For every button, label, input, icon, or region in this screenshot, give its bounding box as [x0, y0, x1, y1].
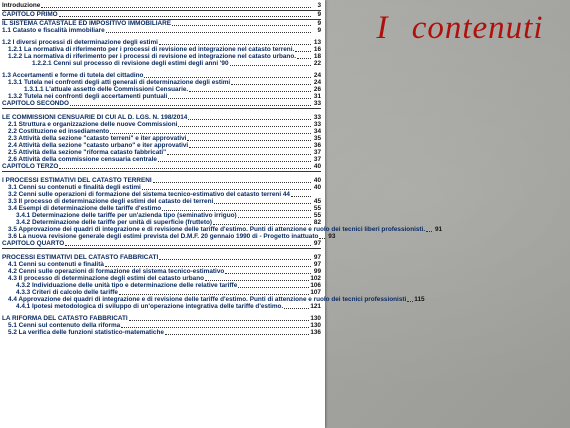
toc-entry-label: LA RIFORMA DEL CATASTO FABBRICATI — [2, 315, 128, 322]
toc-entry-page-number: 136 — [310, 329, 321, 336]
toc-entry[interactable] — [2, 20, 321, 27]
toc-entry-label: 2.5 Attività della sezione "riforma catasto fabbricati" — [8, 149, 167, 156]
toc-entry[interactable] — [2, 275, 321, 282]
toc-entry-label: CAPITOLO PRIMO — [2, 11, 58, 18]
toc-entry-label: 1.3.1.1 L'attuale assetto delle Commissioni Censuarie. — [24, 86, 189, 93]
toc-entry-label: CAPITOLO TERZO — [2, 163, 59, 170]
toc-entry-page-number: 45 — [313, 198, 321, 205]
toc-leader-dots — [105, 266, 311, 267]
toc-entry[interactable] — [2, 114, 321, 121]
toc-entry-label: I PROCESSI ESTIMATIVI DEL CATASTO TERRENI — [2, 177, 152, 184]
toc-entry[interactable] — [2, 72, 321, 79]
toc-leader-dots — [187, 140, 311, 141]
toc-entry-page-number: 33 — [313, 114, 321, 121]
toc-entry[interactable] — [2, 205, 321, 212]
toc-entry[interactable] — [2, 2, 321, 9]
toc-entry-label: 1.3 Accertamenti e forme di tutela del cittadino — [2, 72, 144, 79]
toc-entry-page-number: 55 — [313, 212, 321, 219]
toc-leader-dots — [142, 189, 311, 190]
toc-entry-label: 2.4 Attività della sezione "catasto urbano" e iter approvativi — [8, 142, 189, 149]
toc-entry[interactable] — [2, 60, 321, 67]
toc-entry-label: 3.5 Approvazione dei quadri di integrazione e di revisione delle tariffe d'estimo. Punti di attenzione e ruolo dei tecnici liberi professionisti. — [8, 226, 426, 233]
toc-entry-label: 4.1 Cenni su contenuti e finalità — [8, 261, 104, 268]
toc-entry-label: 3.6 La nuova revisione generale degli estimi prevista del D.M.F. 20 gennaio 1990 di - Progetto inattuato — [8, 233, 319, 240]
toc-entry-page-number: 24 — [313, 79, 321, 86]
toc-entry-label: 5.2 La verifica delle funzioni statistico-matematiche — [8, 329, 164, 336]
toc-entry-label: 4.2 Cenni sulle operazioni di formazione del sistema tecnico-estimativo — [8, 268, 225, 275]
toc-leader-dots — [230, 65, 312, 66]
toc-leader-dots — [159, 259, 311, 260]
toc-entry-label: IL SISTEMA CATASTALE ED IMPOSITIVO IMMOBILIARE — [2, 20, 171, 27]
toc-entry-page-number: 36 — [313, 142, 321, 149]
toc-entry-page-number: 40 — [313, 177, 321, 184]
toc-entry-page-number: 31 — [313, 93, 321, 100]
toc-divider — [2, 171, 321, 172]
toc-entry[interactable] — [2, 163, 321, 170]
toc-leader-dots — [167, 154, 311, 155]
toc-entry-label: 3.4.2 Determinazione delle tariffe per unità di superficie (frutteto) — [16, 219, 213, 226]
toc-entry-label: 3.4 Esempi di determinazione delle tariffe d'estimo — [8, 205, 162, 212]
toc-entry-page-number: 16 — [313, 46, 321, 53]
toc-divider — [2, 248, 321, 249]
toc-entry-page-number: 97 — [313, 261, 321, 268]
toc-leader-dots — [158, 161, 311, 162]
toc-entry[interactable] — [2, 53, 321, 60]
toc-entry[interactable] — [2, 177, 321, 184]
toc-entry-label: 1.3.1 Tutela nei confronti degli atti generali di determinazione degli estimi — [8, 79, 231, 86]
toc-entry-label: 3.1 Cenni su contenuti e finalità degli estimi — [8, 184, 141, 191]
toc-leader-dots — [159, 44, 311, 45]
toc-entry-page-number: 99 — [313, 268, 321, 275]
toc-entry-page-number: 55 — [313, 205, 321, 212]
toc-leader-dots — [59, 16, 311, 17]
toc-entry-page-number: 91 — [435, 226, 443, 233]
toc-entry-label: 3.2 Cenni sulle operazioni di formazione del sistema tecnico-estimativo del catasto terreni 44 — [8, 191, 290, 198]
toc-leader-dots — [238, 287, 309, 288]
toc-entry[interactable] — [2, 240, 321, 247]
toc-leader-dots — [295, 51, 311, 52]
toc-leader-dots — [407, 301, 413, 302]
toc-leader-dots — [165, 334, 309, 335]
toc-entry-label: 5.1 Cenni sul contenuto della riforma — [8, 322, 121, 329]
toc-entry-label: 1.1 Catasto e fiscalità immobiliare — [2, 27, 105, 34]
toc-entry[interactable] — [2, 86, 321, 93]
toc-entry-label: 4.4 Approvazione dei quadri di integrazione e di revisione delle tariffe d'estimo. Punti di attenzione e ruolo dei tecnici professionisti — [8, 296, 407, 303]
toc-entry-page-number: 130 — [310, 322, 321, 329]
toc-entry[interactable] — [2, 268, 321, 275]
toc-divider — [2, 108, 321, 109]
toc-entry[interactable] — [2, 303, 321, 310]
toc-leader-dots — [119, 294, 309, 295]
toc-entry-page-number: 24 — [313, 72, 321, 79]
toc-entry[interactable] — [2, 212, 321, 219]
toc-entry[interactable] — [2, 282, 321, 289]
toc-entry-label: CAPITOLO SECONDO — [2, 100, 69, 107]
toc-entry-label: 2.6 Attività della commissione censuaria centrale — [8, 156, 157, 163]
toc-leader-dots — [319, 238, 325, 239]
toc-entry[interactable] — [2, 191, 321, 198]
toc-leader-dots — [59, 168, 311, 169]
toc-leader-dots — [162, 210, 311, 211]
toc-leader-dots — [129, 320, 310, 321]
slide-title: I contenuti — [376, 10, 544, 46]
toc-entry-page-number: 9 — [317, 27, 321, 34]
toc-entry[interactable] — [2, 315, 321, 322]
toc-leader-dots — [214, 203, 311, 204]
toc-entry[interactable] — [2, 219, 321, 226]
toc-entry-page-number: 33 — [313, 121, 321, 128]
toc-entry-page-number: 37 — [313, 156, 321, 163]
toc-entry-page-number: 130 — [310, 315, 321, 322]
toc-leader-dots — [238, 217, 311, 218]
toc-entry-label: 3.4.1 Determinazione delle tariffe per un'azienda tipo (seminativo irriguo) — [16, 212, 237, 219]
toc-entry[interactable] — [2, 149, 321, 156]
toc-leader-dots — [153, 182, 311, 183]
toc-leader-dots — [188, 119, 311, 120]
toc-leader-dots — [213, 224, 311, 225]
toc-entry-label: 2.2 Costituzione ed insediamento — [8, 128, 110, 135]
toc-entry-label: 1.3.2 Tutela nei confronti degli accertamenti puntuali — [8, 93, 168, 100]
toc-leader-dots — [65, 245, 311, 246]
toc-entry-label: Introduzione — [2, 2, 41, 9]
toc-entry[interactable] — [2, 233, 336, 240]
toc-entry[interactable] — [2, 198, 321, 205]
toc-entry[interactable] — [2, 135, 321, 142]
toc-entry-label: 4.3.3 Criteri di calcolo delle tariffe — [16, 289, 118, 296]
toc-entry[interactable] — [2, 128, 321, 135]
toc-entry[interactable] — [2, 261, 321, 268]
toc-entry-page-number: 82 — [313, 219, 321, 226]
toc-leader-dots — [297, 58, 311, 59]
toc-entry[interactable] — [2, 289, 321, 296]
toc-entry-label: 2.1 Struttura e organizzazione delle nuove Commissioni — [8, 121, 178, 128]
toc-entry-page-number: 115 — [414, 296, 425, 303]
toc-entry[interactable] — [2, 27, 321, 34]
toc-entry-label: 4.3.2 Individuazione delle unità tipo e determinazione delle relative tariffe — [16, 282, 238, 289]
toc-entry-page-number: 102 — [310, 275, 321, 282]
toc-entry[interactable] — [2, 142, 321, 149]
toc-entry-page-number: 40 — [313, 163, 321, 170]
toc-leader-dots — [231, 84, 311, 85]
toc-leader-dots — [205, 280, 309, 281]
toc-entry-label: 3.3 Il processo di determinazione degli estimi del catasto dei terreni — [8, 198, 214, 205]
toc-entry-page-number: 35 — [313, 135, 321, 142]
toc-entry[interactable] — [2, 226, 443, 233]
toc-entry-page-number: 37 — [313, 149, 321, 156]
toc-entry-page-number: 121 — [310, 303, 321, 310]
toc-entry-page-number: 106 — [310, 282, 321, 289]
toc-leader-dots — [110, 133, 311, 134]
toc-leader-dots — [41, 7, 311, 8]
toc-entry-page-number: 3 — [317, 2, 321, 9]
toc-entry-page-number: 93 — [328, 233, 336, 240]
toc-entry[interactable] — [2, 329, 321, 336]
toc-leader-dots — [106, 32, 311, 33]
toc-leader-dots — [189, 147, 311, 148]
toc-entry-label: LE COMMISSIONI CENSUARIE DI CUI AL D. LGS. N. 198/2014 — [2, 114, 188, 121]
toc-entry[interactable] — [2, 11, 321, 18]
toc-entry-page-number: 34 — [313, 128, 321, 135]
toc-entry[interactable] — [2, 79, 321, 86]
toc-entry[interactable] — [2, 39, 321, 46]
toc-leader-dots — [291, 196, 311, 197]
toc-entry[interactable] — [2, 46, 321, 53]
toc-leader-dots — [168, 98, 311, 99]
toc-entry-page-number: 33 — [313, 100, 321, 107]
toc-leader-dots — [121, 327, 309, 328]
toc-leader-dots — [144, 77, 311, 78]
toc-leader-dots — [70, 105, 311, 106]
toc-entry[interactable] — [2, 322, 321, 329]
toc-entry[interactable] — [2, 121, 321, 128]
toc-leader-dots — [178, 126, 311, 127]
toc-entry-label: 4.3 Il processo di determinazione degli estimi del catasto urbano — [8, 275, 205, 282]
toc-entry-page-number: 18 — [313, 53, 321, 60]
toc-entry-page-number: 97 — [313, 254, 321, 261]
toc-entry-label: 4.4.1 Ipotesi metodologica di sviluppo di un'operazione integrativa delle tariffe d'estimo. — [16, 303, 284, 310]
toc-leader-dots — [225, 273, 311, 274]
toc-entry-page-number: 13 — [313, 39, 321, 46]
toc-entry-label: 2.3 Attività della sezione "catasto terreni" e iter approvativi — [8, 135, 187, 142]
toc-entry-page-number: 97 — [313, 240, 321, 247]
toc-entry-label: 1.2 I diversi processi di determinazione degli estimi — [2, 39, 158, 46]
toc-entry-page-number: 26 — [313, 86, 321, 93]
toc-entry[interactable] — [2, 254, 321, 261]
toc-entry-page-number: 9 — [317, 11, 321, 18]
toc-entry[interactable] — [2, 156, 321, 163]
toc-entry-label: 1.2.1 La normativa di riferimento per i processi di revisione ed integrazione nel catasto terreni. — [8, 46, 295, 53]
toc-leader-dots — [189, 91, 311, 92]
toc-entry-page-number: 9 — [317, 20, 321, 27]
toc-entry[interactable] — [2, 100, 321, 107]
toc-leader-dots — [284, 308, 309, 309]
toc-entry-label: PROCESSI ESTIMATIVI DEL CATASTO FABBRICATI — [2, 254, 159, 261]
toc-entry-page-number: 40 — [313, 184, 321, 191]
toc-entry[interactable] — [2, 296, 425, 303]
toc-leader-dots — [172, 25, 311, 26]
toc-entry-label: 1.2.2.1 Cenni sul processo di revisione degli estimi degli anni '90 — [32, 60, 229, 67]
toc-entry-page-number: 22 — [313, 60, 321, 67]
toc-entry-label: 1.2.2 La normativa di riferimento per i processi di revisione ed integrazione nel catasto urbano. — [8, 53, 297, 60]
toc-entry[interactable] — [2, 93, 321, 100]
toc-leader-dots — [426, 231, 432, 232]
toc-entry-page-number: 107 — [310, 289, 321, 296]
toc-entry-label: CAPITOLO QUARTO — [2, 240, 65, 247]
toc-entry[interactable] — [2, 184, 321, 191]
